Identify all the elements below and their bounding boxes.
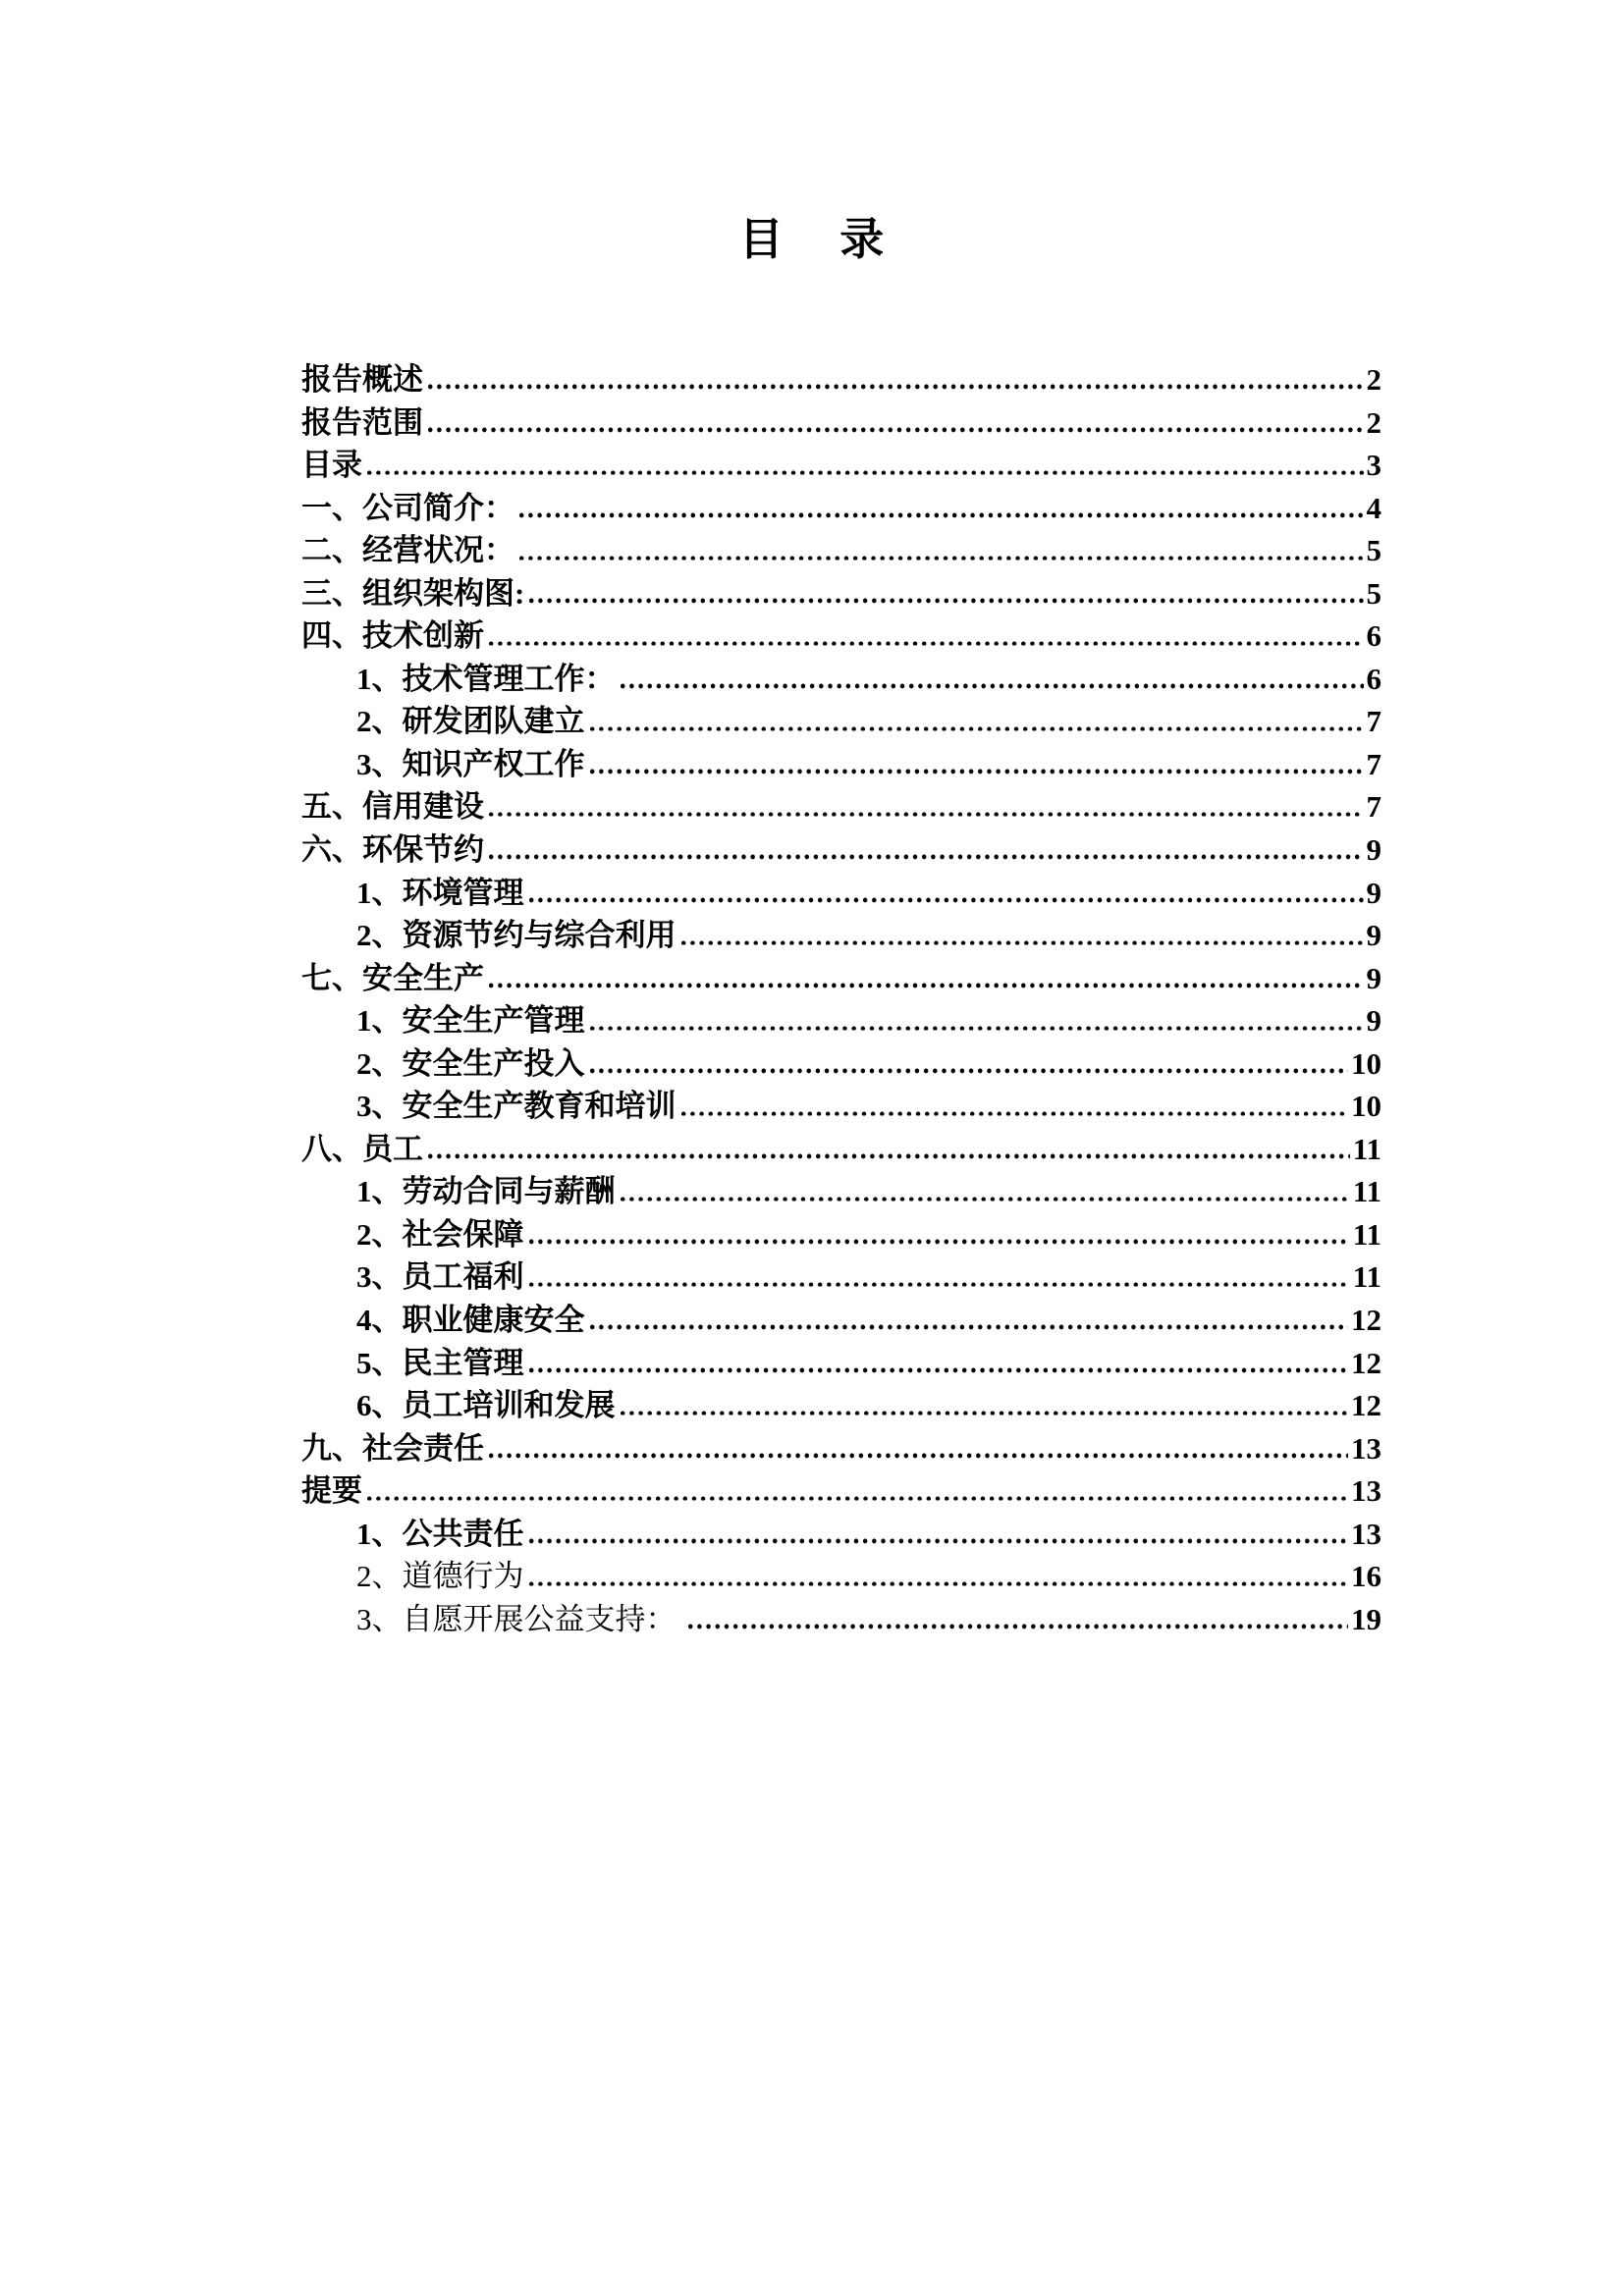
- leader-dots: [428, 1154, 1350, 1159]
- toc-entry-label: 资源节约与综合利用: [402, 918, 677, 953]
- toc-entry-number: 6、: [356, 1388, 403, 1423]
- toc-entry-label: 职业健康安全: [402, 1303, 585, 1338]
- leader-dots: [621, 1411, 1349, 1415]
- toc-entry-page: 19: [1351, 1601, 1381, 1636]
- leader-dots: [529, 599, 1363, 604]
- toc-entry-number: 2、: [356, 918, 403, 953]
- toc-entry-label: 安全生产管理: [402, 1003, 585, 1039]
- toc-entry[interactable]: [301, 1213, 1381, 1256]
- toc-entry-number: 1、: [356, 1003, 403, 1039]
- toc-entry[interactable]: [301, 828, 1381, 872]
- toc-entry-number: 九、: [301, 1430, 362, 1466]
- toc-entry[interactable]: [301, 1598, 1381, 1641]
- toc-entry-number: 2、: [356, 1559, 403, 1594]
- toc-entry[interactable]: [301, 572, 1381, 615]
- toc-entry-number: 1、: [356, 661, 403, 696]
- toc-entry[interactable]: [301, 1085, 1381, 1128]
- toc-entry-number: 2、: [356, 1216, 403, 1252]
- toc-entry-label: 自愿开展公益支持：: [402, 1601, 684, 1636]
- toc-entry-page: 12: [1351, 1345, 1381, 1380]
- toc-entry-number: 四、: [301, 618, 362, 654]
- toc-entry[interactable]: [301, 914, 1381, 957]
- toc-entry-page: 10: [1351, 1045, 1381, 1081]
- leader-dots: [489, 641, 1364, 646]
- leader-dots: [529, 1581, 1349, 1586]
- toc-entry-number: 5、: [356, 1345, 403, 1380]
- leader-dots: [428, 427, 1364, 432]
- toc-entry-page: 11: [1352, 1216, 1381, 1252]
- toc-entry[interactable]: [301, 658, 1381, 701]
- toc-entry-page: 12: [1351, 1303, 1381, 1338]
- leader-dots: [489, 1454, 1348, 1459]
- toc-entry-page: 5: [1366, 533, 1381, 568]
- toc-entry-label: 目录: [301, 448, 362, 483]
- toc-entry[interactable]: [301, 1255, 1381, 1299]
- toc-entry-number: 1、: [356, 875, 403, 910]
- toc-entry-label: 环保节约: [362, 832, 484, 868]
- toc-entry[interactable]: [301, 1427, 1381, 1470]
- toc-entry-number: 2、: [356, 704, 403, 739]
- toc-entry[interactable]: [301, 999, 1381, 1042]
- toc-entry-page: 2: [1366, 362, 1381, 397]
- toc-entry[interactable]: [301, 785, 1381, 828]
- leader-dots: [489, 855, 1364, 860]
- toc-entry-page: 4: [1366, 490, 1381, 525]
- toc-entry[interactable]: [301, 401, 1381, 445]
- toc-entry[interactable]: [301, 529, 1381, 572]
- leader-dots: [519, 513, 1364, 518]
- toc-entry[interactable]: [301, 1170, 1381, 1213]
- toc-entry-number: 3、: [356, 1089, 403, 1124]
- toc-entry-label: 社会保障: [402, 1216, 524, 1252]
- leader-dots: [590, 1026, 1364, 1031]
- toc-entry-label: 信用建设: [362, 789, 484, 825]
- leader-dots: [621, 1197, 1350, 1201]
- toc-entry-label: 公司简介：: [362, 490, 514, 525]
- toc-entry-label: 环境管理: [402, 875, 524, 910]
- toc-entry-number: 五、: [301, 789, 362, 825]
- toc-entry-page: 11: [1352, 1174, 1381, 1209]
- toc-entry-page: 11: [1352, 1259, 1381, 1295]
- toc-entry[interactable]: [301, 1384, 1381, 1427]
- leader-dots: [367, 470, 1364, 475]
- leader-dots: [590, 770, 1364, 774]
- toc-entry[interactable]: [301, 444, 1381, 487]
- leader-dots: [529, 1282, 1350, 1287]
- toc-entry-number: 七、: [301, 960, 362, 995]
- toc-entry-number: 1、: [356, 1174, 403, 1209]
- toc-entry[interactable]: [301, 1042, 1381, 1086]
- toc-entry-label: 组织架构图:: [362, 575, 525, 611]
- toc-entry-label: 民主管理: [402, 1345, 524, 1380]
- toc-entry-label: 安全生产投入: [402, 1045, 585, 1081]
- toc-entry-page: 6: [1366, 618, 1381, 654]
- toc-entry[interactable]: [301, 1342, 1381, 1385]
- toc-entry-number: 3、: [356, 1601, 403, 1636]
- leader-dots: [688, 1625, 1348, 1629]
- toc-entry-number: 2、: [356, 1045, 403, 1081]
- toc-entry-label: 技术创新: [362, 618, 484, 654]
- leader-dots: [529, 1539, 1349, 1544]
- toc-entry-label: 安全生产教育和培训: [402, 1089, 677, 1124]
- toc-entry-page: 3: [1366, 448, 1381, 483]
- toc-list: [301, 358, 1381, 1640]
- toc-entry-page: 9: [1366, 960, 1381, 995]
- toc-entry-label: 提要: [301, 1473, 362, 1509]
- toc-entry-label: 社会责任: [362, 1430, 484, 1466]
- leader-dots: [529, 1240, 1350, 1245]
- toc-entry[interactable]: [301, 614, 1381, 658]
- toc-entry-number: 一、: [301, 490, 362, 525]
- toc-entry[interactable]: [301, 743, 1381, 786]
- leader-dots: [590, 726, 1364, 731]
- toc-entry-number: 4、: [356, 1303, 403, 1338]
- toc-entry-page: 6: [1366, 661, 1381, 696]
- toc-entry[interactable]: [301, 700, 1381, 743]
- leader-dots: [590, 1325, 1349, 1330]
- toc-entry-number: 六、: [301, 832, 362, 868]
- toc-entry[interactable]: [301, 487, 1381, 530]
- toc-entry-page: 12: [1351, 1388, 1381, 1423]
- toc-entry-number: 八、: [301, 1131, 362, 1166]
- toc-entry[interactable]: [301, 1469, 1381, 1513]
- toc-entry-label: 公共责任: [402, 1516, 524, 1551]
- toc-entry-page: 9: [1366, 875, 1381, 910]
- leader-dots: [529, 897, 1364, 902]
- leader-dots: [529, 1367, 1349, 1372]
- leader-dots: [681, 940, 1364, 945]
- toc-entry-label: 技术管理工作：: [402, 661, 616, 696]
- toc-entry[interactable]: [301, 1128, 1381, 1171]
- toc-entry[interactable]: [301, 957, 1381, 1000]
- leader-dots: [590, 1069, 1349, 1074]
- toc-entry[interactable]: [301, 1555, 1381, 1598]
- leader-dots: [489, 984, 1364, 988]
- toc-entry-label: 经营状况：: [362, 533, 514, 568]
- toc-entry-page: 7: [1366, 789, 1381, 825]
- toc-entry-label: 员工培训和发展: [402, 1388, 616, 1423]
- leader-dots: [681, 1111, 1349, 1116]
- leader-dots: [428, 385, 1364, 390]
- toc-entry[interactable]: [301, 358, 1381, 401]
- toc-entry-number: 3、: [356, 1259, 403, 1295]
- toc-entry-page: 9: [1366, 918, 1381, 953]
- toc-entry[interactable]: [301, 1299, 1381, 1342]
- toc-entry-page: 7: [1366, 746, 1381, 781]
- toc-entry-number: 二、: [301, 533, 362, 568]
- leader-dots: [621, 684, 1364, 689]
- toc-entry-label: 知识产权工作: [402, 746, 585, 781]
- leader-dots: [367, 1496, 1348, 1501]
- toc-entry-page: 13: [1351, 1473, 1381, 1509]
- toc-entry-label: 员工: [362, 1131, 423, 1166]
- document-title: 目 录: [738, 215, 886, 264]
- toc-entry-label: 研发团队建立: [402, 704, 585, 739]
- toc-entry-page: 7: [1366, 704, 1381, 739]
- toc-entry-page: 13: [1351, 1516, 1381, 1551]
- toc-entry-page: 9: [1366, 1003, 1381, 1039]
- toc-entry-page: 16: [1351, 1559, 1381, 1594]
- toc-entry-label: 员工福利: [402, 1259, 524, 1295]
- toc-entry-page: 10: [1351, 1089, 1381, 1124]
- toc-entry-number: 3、: [356, 746, 403, 781]
- toc-entry[interactable]: [301, 1513, 1381, 1556]
- toc-entry-number: 1、: [356, 1516, 403, 1551]
- toc-entry-label: 安全生产: [362, 960, 484, 995]
- toc-entry-label: 报告范围: [301, 404, 423, 440]
- leader-dots: [519, 556, 1364, 561]
- toc-entry-page: 2: [1366, 404, 1381, 440]
- toc-entry-label: 报告概述: [301, 362, 423, 397]
- toc-entry-page: 11: [1352, 1131, 1381, 1166]
- toc-entry-page: 5: [1366, 575, 1381, 611]
- toc-entry-page: 9: [1366, 832, 1381, 868]
- toc-entry-page: 13: [1351, 1430, 1381, 1466]
- toc-entry-label: 劳动合同与薪酬: [402, 1174, 616, 1209]
- toc-entry-label: 道德行为: [402, 1559, 524, 1594]
- toc-entry[interactable]: [301, 872, 1381, 915]
- leader-dots: [489, 812, 1364, 817]
- toc-entry-number: 三、: [301, 575, 362, 611]
